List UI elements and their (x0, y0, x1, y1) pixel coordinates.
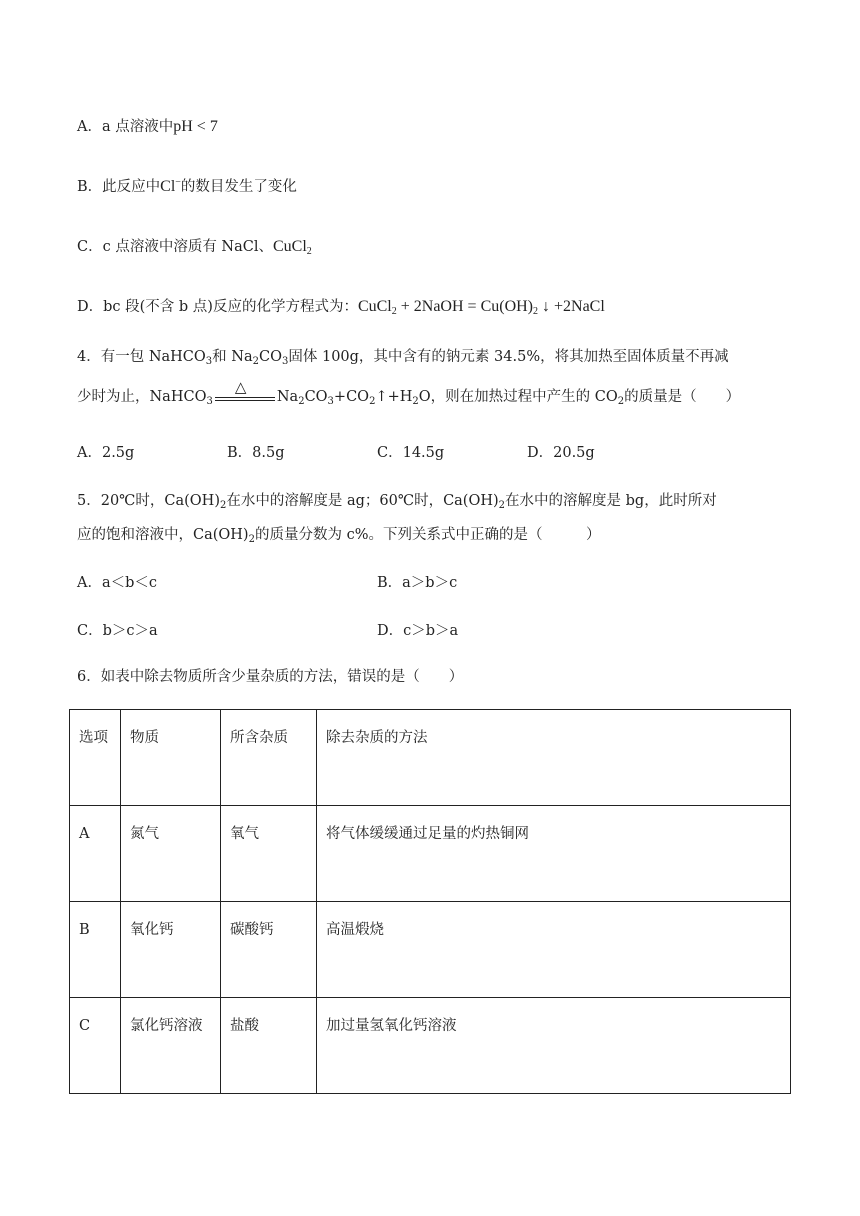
q5-stem-line1: 5．20℃时，$Ca(OH)_2$在水中的溶解度是 ag；60℃时，$Ca(OH)_2$在水中的溶解度是 bg，此时所对 (77, 493, 717, 511)
table-cell: 盐酸 (221, 998, 317, 1094)
q5-option-a: A．a＜b＜c (77, 575, 158, 591)
q4-option-b: B．8.5g (227, 445, 285, 461)
q4-option-a: A．2.5g (77, 445, 135, 461)
q5-stem-line2: 应的饱和溶液中，$Ca(OH)_2$的质量分数为 c%。下列关系式中正确的是（ ） (77, 527, 601, 545)
table-header-row (70, 710, 791, 806)
q4-stem-line2: 少时为止，NaHCO$_3$ △ $Na_2CO_3+CO_2↑+H_2O$，则在加热过程中产生的 $CO_2$的质量是（ ） (77, 378, 741, 407)
table-row (70, 806, 791, 902)
table-row (70, 902, 791, 998)
table-cell: 氯化钙溶液 (121, 998, 221, 1094)
q5-option-b: B．a＞b＞c (377, 575, 458, 591)
table-cell: 氧化钙 (121, 902, 221, 998)
table-cell: 碳酸钙 (221, 902, 317, 998)
table-cell: 高温煅烧 (317, 902, 791, 998)
impurity-removal-table (69, 709, 791, 1094)
reaction-equation: CuCl$_2$ + 2NaOH = $Cu(OH)_2$ ↓ +2NaCl (357, 298, 605, 317)
q3-option-b: B．此反应中Cl−的数目发生了变化 (77, 177, 297, 195)
table-cell: A (70, 806, 121, 902)
q3-option-d: D．bc 段(不含 b 点)反应的化学方程式为：CuCl$_2$ + 2NaOH = $Cu(OH)_2$ ↓ +2NaCl (77, 298, 605, 317)
table-cell: B (70, 902, 121, 998)
q5-option-d: D．c＞b＞a (377, 623, 459, 639)
header-cell: 除去杂质的方法 (317, 710, 791, 806)
header-cell: 所含杂质 (221, 710, 317, 806)
q3-option-c: C．c 点溶液中溶质有 NaCl、CuCl$_2$ (77, 238, 312, 257)
header-cell: 物质 (121, 710, 221, 806)
triangle-icon: △ (234, 378, 247, 396)
q3-option-a: A．a 点溶液中pH < 7 (77, 118, 218, 135)
table-cell: 将气体缓缓通过足量的灼热铜网 (317, 806, 791, 902)
ph-expression: pH < 7 (173, 118, 218, 135)
table-cell: 氧气 (221, 806, 317, 902)
cucl2-formula: CuCl$_2$ (273, 238, 312, 257)
chloride-ion: Cl− (160, 177, 181, 195)
header-cell: 选项 (70, 710, 121, 806)
table-cell: C (70, 998, 121, 1094)
table-row (70, 998, 791, 1094)
q5-option-c: C．b＞c＞a (77, 623, 158, 639)
q4-option-d: D．20.5g (527, 445, 595, 461)
q6-stem: 6．如表中除去物质所含少量杂质的方法，错误的是（ ） (77, 669, 464, 685)
q4-option-c: C．14.5g (377, 445, 445, 461)
q4-stem-line1: 4．有一包 NaHCO$_3$和 $Na_2CO_3$固体 100g，其中含有的钠元素 34.5%，将其加热至固体质量不再减 (77, 349, 729, 367)
table-cell: 加过量氢氧化钙溶液 (317, 998, 791, 1094)
table-cell: 氮气 (121, 806, 221, 902)
heating-condition-arrow (215, 378, 275, 408)
